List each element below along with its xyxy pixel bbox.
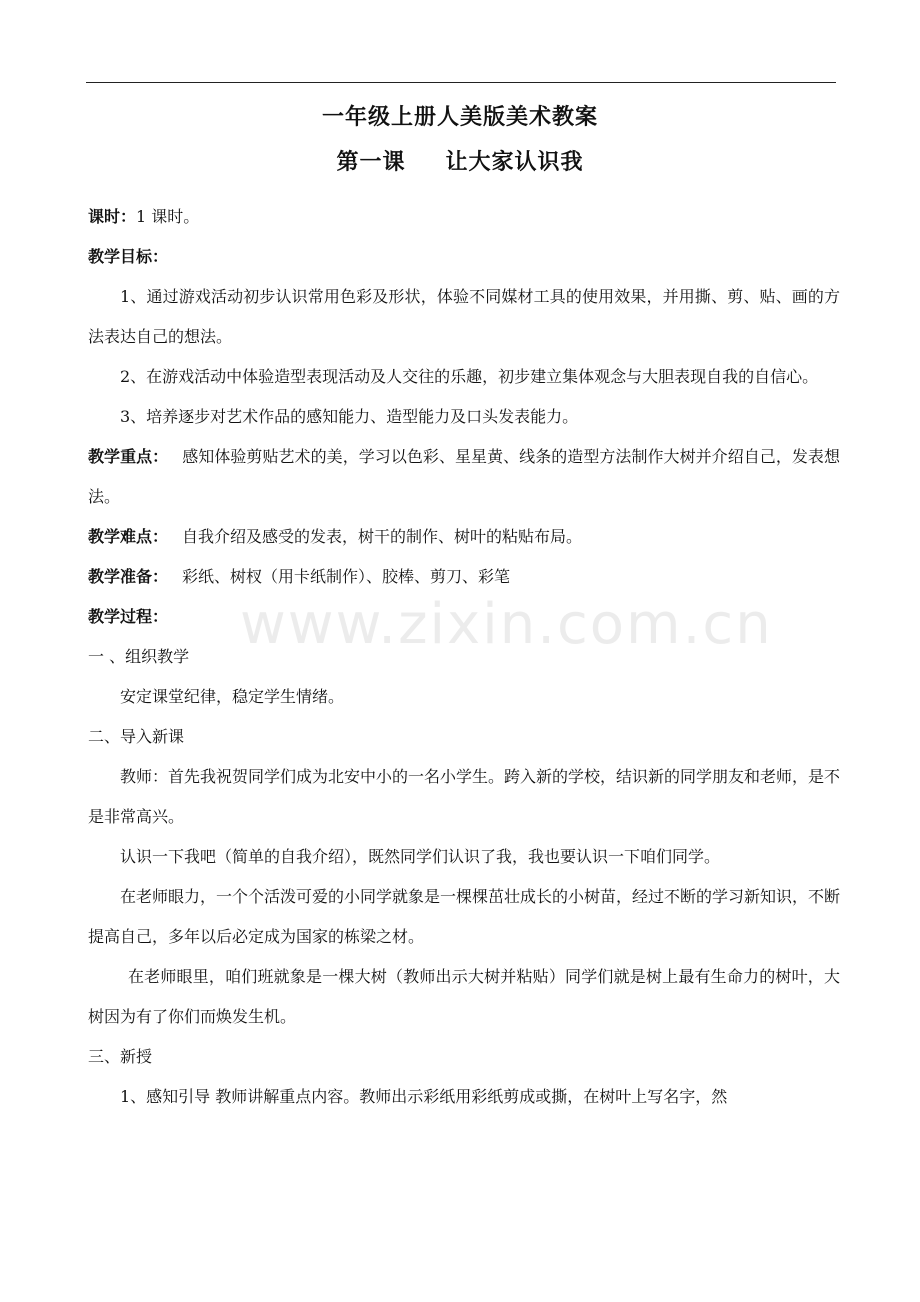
section-heading: 一 、组织教学 — [88, 647, 190, 666]
difficulties-label: 教学难点： — [88, 527, 169, 546]
difficulties — [88, 517, 840, 557]
objectives-label: 教学目标： — [88, 247, 169, 266]
lesson-title — [0, 145, 920, 176]
class-hours-value: 1 课时。 — [136, 207, 200, 226]
header-rule — [86, 82, 836, 83]
objective-item: 2、在游戏活动中体验造型表现活动及人交往的乐趣，初步建立集体观念与大胆表现自我的自信心。 — [120, 367, 819, 386]
class-hours — [88, 197, 840, 237]
objective-item: 3、培养逐步对艺术作品的感知能力、造型能力及口头发表能力。 — [120, 407, 579, 426]
difficulties-text: 自我介绍及感受的发表，树干的制作、树叶的粘贴布局。 — [182, 527, 583, 546]
lesson-name: 让大家认识我 — [445, 149, 584, 175]
lesson-number: 第一课 — [336, 149, 406, 175]
preparation-text: 彩纸、树杈（用卡纸制作）、胶棒、剪刀、彩笔 — [182, 567, 511, 586]
preparation — [88, 557, 840, 597]
section-heading: 二、导入新课 — [88, 727, 185, 746]
document-title: 一年级上册人美版美术教案 — [321, 104, 598, 130]
process-label: 教学过程： — [88, 607, 169, 626]
section-paragraph: 在老师眼力，一个个活泼可爱的小同学就象是一棵棵茁壮成长的小树苗，经过不断的学习新知识，不断提高自己，多年以后必定成为国家的栋梁之材。 — [88, 887, 841, 946]
class-hours-label: 课时： — [88, 207, 137, 226]
section-paragraph: 在老师眼里，咱们班就象是一棵大树（教师出示大树并粘贴）同学们就是树上最有生命力的树叶，大树因为有了你们而焕发生机。 — [88, 967, 840, 1026]
key-points-text: 感知体验剪贴艺术的美，学习以色彩、星星黄、线条的造型方法制作大树并介绍自己，发表想法。 — [88, 447, 840, 506]
key-points — [88, 437, 840, 517]
preparation-label: 教学准备： — [88, 567, 169, 586]
document-body — [88, 197, 840, 1117]
key-points-label: 教学重点： — [88, 447, 169, 466]
section-paragraph: 1、感知引导 教师讲解重点内容。教师出示彩纸用彩纸剪成或撕，在树叶上写名字，然 — [120, 1087, 728, 1106]
section-paragraph: 教师：首先我祝贺同学们成为北安中小的一名小学生。跨入新的学校，结识新的同学朋友和老师，是不是非常高兴。 — [88, 767, 841, 826]
watermark: www.zixin.com.cn — [240, 592, 773, 657]
section-paragraph: 认识一下我吧（简单的自我介绍），既然同学们认识了我，我也要认识一下咱们同学。 — [120, 847, 721, 866]
section-paragraph: 安定课堂纪律，稳定学生情绪。 — [120, 687, 345, 706]
objective-item: 1、通过游戏活动初步认识常用色彩及形状，体验不同媒材工具的使用效果，并用撕、剪、贴、画的方法表达自己的想法。 — [88, 287, 840, 346]
section-heading: 三、新授 — [88, 1047, 153, 1066]
